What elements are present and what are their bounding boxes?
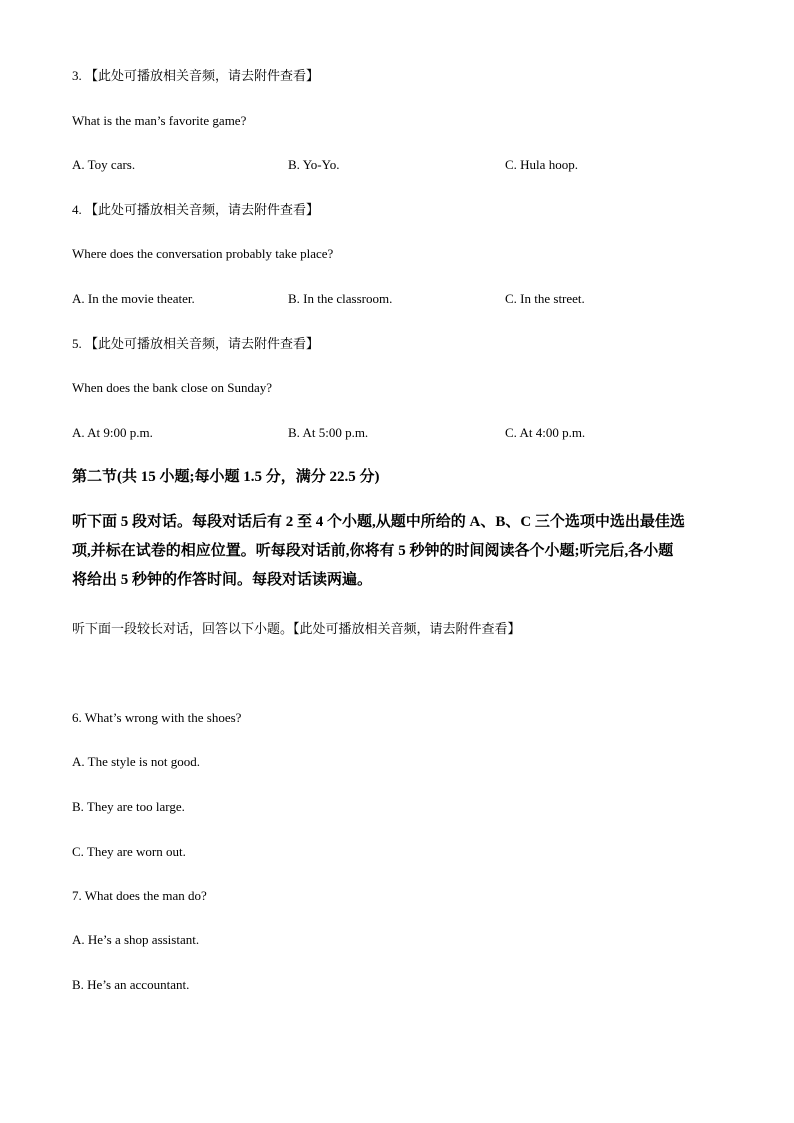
instructions-line-2: 项,并标在试卷的相应位置。听每段对话前,你将有 5 秒钟的时间阅读各个小题;听完后,各小题 [72, 543, 674, 559]
question-5-text: When does the bank close on Sunday? [72, 380, 273, 395]
long-dialogue-intro: 听下面一段较长对话，回答以下小题。【此处可播放相关音频，请去附件查看】 [72, 621, 521, 636]
question-4-option-a: A. In the movie theater. [72, 291, 195, 306]
question-3-option-b: B. Yo-Yo. [288, 157, 340, 172]
section-2-instructions [72, 508, 732, 595]
instructions-line-3: 将给出 5 秒钟的作答时间。每段对话读两遍。 [72, 572, 373, 588]
question-6-option-c: C. They are worn out. [72, 844, 186, 859]
question-4-text: Where does the conversation probably take place? [72, 246, 334, 261]
question-6-text: 6. What’s wrong with the shoes? [72, 710, 242, 725]
question-4-option-b: B. In the classroom. [288, 291, 393, 306]
question-3-option-c: C. Hula hoop. [505, 157, 578, 172]
question-4-header: 4. 【此处可播放相关音频，请去附件查看】 [72, 202, 320, 217]
question-3-header: 3. 【此处可播放相关音频，请去附件查看】 [72, 68, 320, 83]
question-7-option-a: A. He’s a shop assistant. [72, 932, 200, 947]
question-3-text: What is the man’s favorite game? [72, 113, 247, 128]
question-7-option-b: B. He’s an accountant. [72, 977, 190, 992]
question-5-option-c: C. At 4:00 p.m. [505, 425, 586, 440]
question-7-text: 7. What does the man do? [72, 888, 207, 903]
question-5-option-b: B. At 5:00 p.m. [288, 425, 369, 440]
question-5-header: 5. 【此处可播放相关音频，请去附件查看】 [72, 336, 320, 351]
question-6-option-b: B. They are too large. [72, 799, 185, 814]
question-5-option-a: A. At 9:00 p.m. [72, 425, 153, 440]
instructions-line-1: 听下面 5 段对话。每段对话后有 2 至 4 个小题,从题中所给的 A、B、C 三个选项中选出最佳选 [72, 514, 685, 530]
question-4-option-c: C. In the street. [505, 291, 585, 306]
question-6-option-a: A. The style is not good. [72, 754, 200, 769]
section-2-title: 第二节(共 15 小题;每小题 1.5 分，满分 22.5 分) [72, 469, 380, 485]
question-3-option-a: A. Toy cars. [72, 157, 136, 172]
